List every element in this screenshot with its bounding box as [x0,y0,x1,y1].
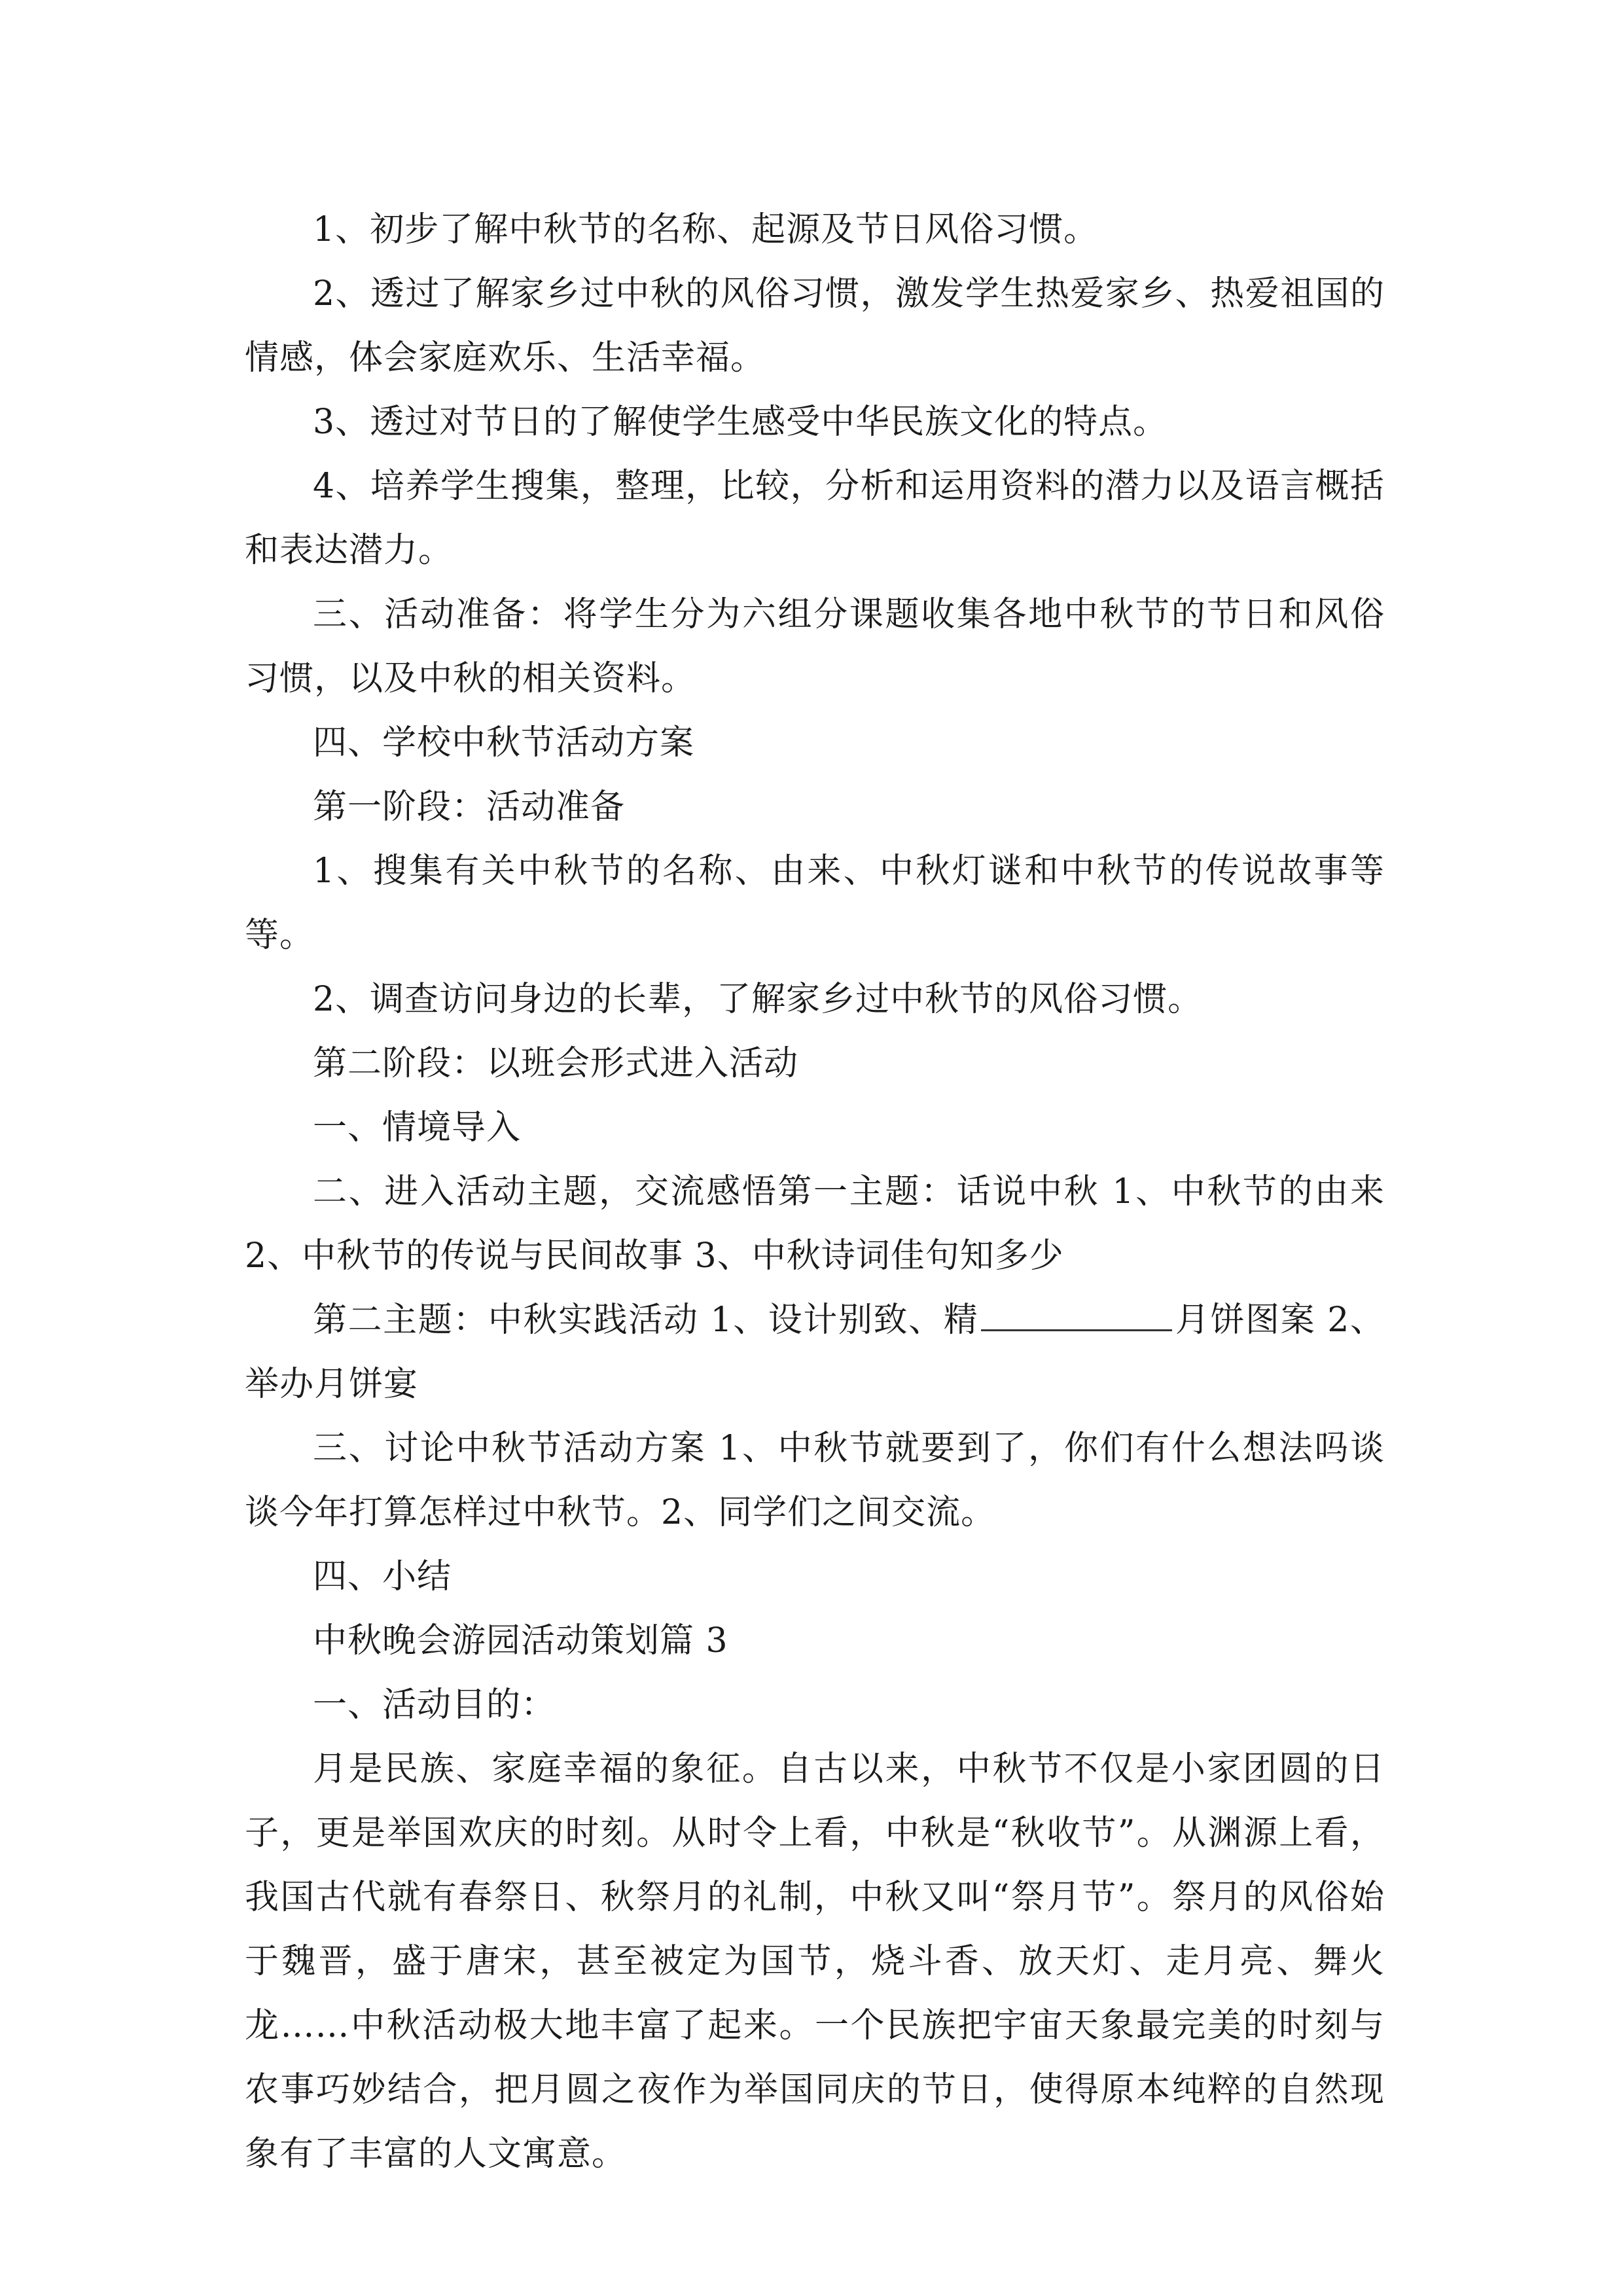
paragraph-theme-1: 二、进入活动主题，交流感悟第一主题：话说中秋 1、中秋节的由来 2、中秋节的传说与民间故事 3、中秋诗词佳句知多少 [245,1172,1385,1276]
paragraph-stage-1-item-1: 1、搜集有关中秋节的名称、由来、中秋灯谜和中秋节的传说故事等等。 [245,852,1385,955]
document-body [245,198,1385,2186]
fill-in-blank-line [981,1291,1172,1331]
paragraph-objective-4: 4、培养学生搜集，整理，比较，分析和运用资料的潜力以及语言概括和表达潜力。 [245,467,1385,570]
heading-school-plan: 四、学校中秋节活动方案 [313,723,695,762]
paragraph-stage-1-item-2: 2、调查访问身边的长辈，了解家乡过中秋节的风俗习惯。 [313,980,1203,1019]
paragraph-discussion: 三、讨论中秋节活动方案 1、中秋节就要到了，你们有什么想法吗谈谈今年打算怎样过中秋节。2、同学们之间交流。 [245,1429,1385,1532]
theme-2-text-before: 第二主题：中秋实践活动 1、设计别致、精 [313,1300,979,1340]
paragraph-objective-1: 1、初步了解中秋节的名称、起源及节日风俗习惯。 [313,210,1099,249]
paragraph-scene-intro: 一、情境导入 [313,1108,522,1147]
paragraph-preparation: 三、活动准备：将学生分为六组分课题收集各地中秋节的节日和风俗习惯，以及中秋的相关资料。 [245,595,1385,698]
paragraph-theme-2 [245,1288,1385,1416]
paragraph-objective-2: 2、透过了解家乡过中秋的风俗习惯，激发学生热爱家乡、热爱祖国的情感，体会家庭欢乐、生活幸福。 [245,274,1385,378]
paragraph-objective-3: 3、透过对节日的了解使学生感受中华民族文化的特点。 [313,403,1168,442]
heading-activity-purpose: 一、活动目的： [313,1685,556,1725]
heading-summary: 四、小结 [313,1557,452,1596]
paragraph-moon-festival-meaning: 月是民族、家庭幸福的象征。自古以来，中秋节不仅是小家团圆的日子，更是举国欢庆的时刻。从时令上看，中秋是“秋收节”。从渊源上看，我国古代就有春祭日、秋祭月的礼制，中秋又叫“祭月节”。祭月的风俗始于魏晋，盛于唐宋，甚至被定为国节，烧斗香、放天灯、走月亮、舞火龙……中秋活动极大地丰富了起来。一个民族把宇宙天象最完美的时刻与农事巧妙结合，把月圆之夜作为举国同庆的节日，使得原本纯粹的自然现象有了丰富的人文寓意。 [245,1749,1385,2174]
heading-stage-1: 第一阶段：活动准备 [313,787,626,827]
theme-2-text-after: 月饼图案 2、举办月饼宴 [245,1300,1385,1404]
heading-stage-2: 第二阶段：以班会形式进入活动 [313,1044,799,1083]
heading-section-3: 中秋晚会游园活动策划篇 3 [313,1621,728,1660]
